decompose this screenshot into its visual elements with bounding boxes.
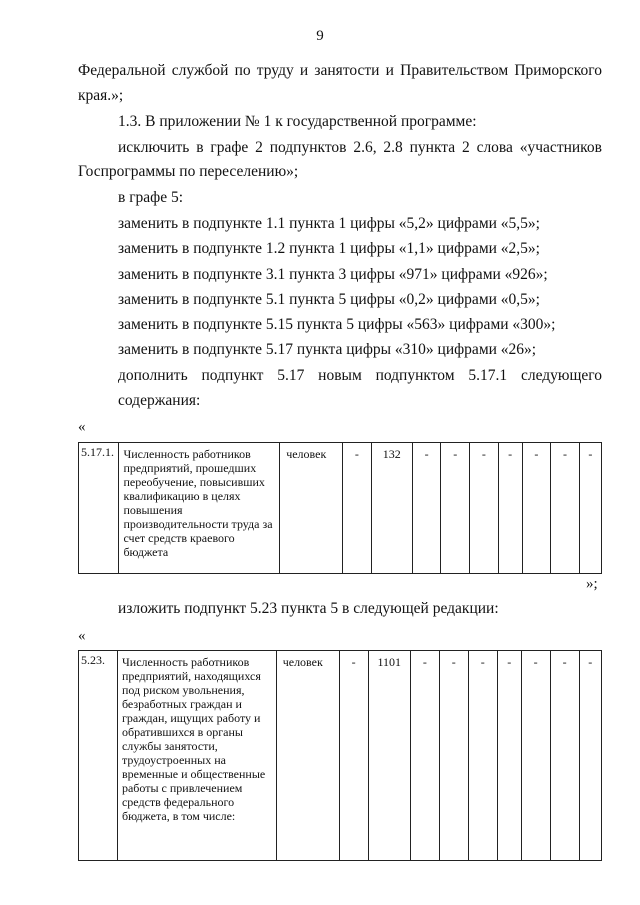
cell-dash: - [579, 651, 601, 861]
table-row [79, 443, 602, 574]
cell-dash: - [498, 443, 522, 574]
paragraph-line: заменить в подпункте 1.2 пункта 1 цифры «1,1» цифрами «2,5»; [118, 240, 540, 257]
row-number: 5.23. [79, 651, 118, 861]
cell-dash: - [550, 651, 579, 861]
paragraph-line: Федеральной службой по труду и занятости и Правительством Приморского [78, 62, 602, 79]
row-description: Численность работников предприятий, прошедших переобучение, повысивших квалификацию в целях повышения производительности труда за счет средств краевого бюджета [119, 443, 280, 574]
paragraph-line: заменить в подпункте 5.17 пункта цифры «310» цифрами «26»; [118, 341, 537, 358]
paragraph-line: дополнить подпункт 5.17 новым подпунктом 5.17.1 следующего [118, 367, 602, 384]
cell-dash: - [439, 651, 468, 861]
cell-dash: - [522, 443, 551, 574]
paragraph-line: изложить подпункт 5.23 пункта 5 в следующей редакции: [118, 600, 499, 617]
table-5-17-1 [78, 442, 602, 574]
row-value: 1101 [368, 651, 410, 861]
table-row [79, 651, 602, 861]
cell-dash: - [497, 651, 521, 861]
paragraph-line: содержания: [118, 392, 201, 409]
close-quote: »; [586, 576, 598, 592]
paragraph-line: 1.3. В приложении № 1 к государственной программе: [118, 113, 477, 130]
row-unit: человек [280, 443, 343, 574]
paragraph-line: заменить в подпункте 3.1 пункта 3 цифры «971» цифрами «926»; [118, 266, 548, 283]
paragraph-line: исключить в графе 2 подпунктов 2.6, 2.8 пункта 2 слова «участников [118, 139, 602, 156]
cell-dash: - [412, 443, 441, 574]
cell-dash: - [468, 651, 497, 861]
paragraph-line: заменить в подпункте 5.1 пункта 5 цифры «0,2» цифрами «0,5»; [118, 291, 540, 308]
open-quote: « [78, 628, 86, 644]
cell-dash: - [441, 443, 470, 574]
paragraph-line: края.»; [78, 87, 124, 104]
cell-dash: - [410, 651, 439, 861]
cell-dash: - [339, 651, 368, 861]
cell-dash: - [551, 443, 580, 574]
paragraph-line: в графе 5: [118, 189, 184, 206]
cell-dash: - [343, 443, 372, 574]
cell-dash: - [521, 651, 550, 861]
row-value: 132 [371, 443, 412, 574]
paragraph-line: заменить в подпункте 5.15 пункта 5 цифры «563» цифрами «300»; [118, 316, 556, 333]
row-number: 5.17.1. [79, 443, 119, 574]
paragraph-line: заменить в подпункте 1.1 пункта 1 цифры «5,2» цифрами «5,5»; [118, 215, 540, 232]
table-5-23 [78, 650, 602, 861]
row-description: Численность работников предприятий, находящихся под риском увольнения, безработных граждан и граждан, ищущих работу и обратившихся в органы службы занятости, трудоустроенных на временные и общественные работы с привлечением средств федерального бюджета, в том числе: [117, 651, 276, 861]
cell-dash: - [579, 443, 601, 574]
cell-dash: - [470, 443, 499, 574]
paragraph-line: Госпрограммы по переселению»; [78, 163, 299, 180]
page-number: 9 [316, 28, 324, 44]
open-quote: « [78, 419, 86, 435]
row-unit: человек [276, 651, 339, 861]
